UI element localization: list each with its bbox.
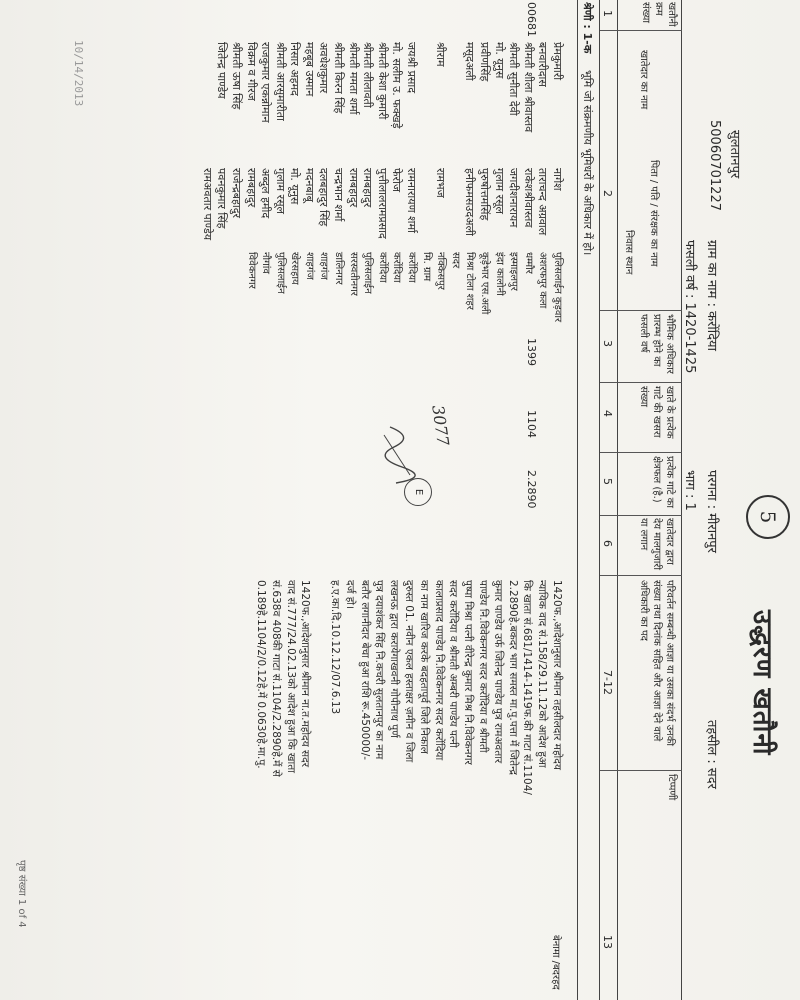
remark-line: 2.2890हे.बकदर भाग समस्त मा.पु.पत्ता में जितेन्द्र — [506, 580, 519, 775]
col-divider — [600, 575, 682, 576]
owner-name: मो. यूनुस — [492, 42, 506, 79]
address: सदर — [449, 252, 461, 269]
father-name: जगदीशनारायन — [507, 168, 521, 228]
address: करोंदिया — [406, 252, 418, 283]
father-name: ताराचन्द अग्रवाल — [536, 168, 550, 236]
owner-name: श्रीराम — [434, 42, 448, 67]
address: शाहगंज — [318, 252, 330, 280]
remark-line: वाद सं.777/24.02.13को आदेश हुआ कि खाता — [284, 580, 297, 773]
order-remarks — [253, 580, 564, 795]
page-circle-number: 5 — [746, 495, 790, 539]
col-heading-khatauni: खतौनी क्रम संख्या — [640, 2, 677, 27]
col-heading-revenue: खातेदार द्वारा देय मालगुजारी या लगान — [638, 518, 675, 570]
address-list — [243, 252, 564, 322]
address: पुलिसलाईन — [274, 252, 286, 294]
col-heading-address: निवास स्थान — [623, 230, 634, 275]
category-description: भूमि जो संक्रमणीय भूमिधरों के अधिकार में हो। — [581, 70, 594, 256]
owner-name: श्रीमती लीलावती — [361, 42, 375, 108]
father-name: राजेन्द्रबहादुर — [229, 168, 243, 219]
father-name-list — [199, 168, 564, 240]
col-number: 3 — [601, 340, 614, 347]
fasli-year: फसली वर्ष : 1420-1425 — [682, 240, 697, 374]
owner-name-list — [214, 42, 564, 132]
address: करोंदिया — [391, 252, 403, 283]
col-divider — [600, 30, 682, 31]
owner-name: श्रीमती ऊषा सिंह — [229, 42, 243, 110]
owner-name: श्रीमती ममता शर्मा — [346, 42, 360, 115]
part-number: भाग : 1 — [682, 470, 697, 511]
father-name: रामबहादुर — [244, 168, 258, 208]
owner-name: श्रीमती सुनीता देवी — [507, 42, 521, 116]
remark-line: कुमार पाण्डेय उर्फ जितेन्द्र पाण्डेय पुत्र रामअवतार — [491, 580, 504, 764]
owner-name — [447, 42, 462, 132]
col-heading-khasra: खाते के प्रत्येक गाटे की खसरा संख्या — [638, 386, 675, 439]
category-rule — [577, 0, 578, 1000]
owner-name: अवधेशकुमार — [317, 42, 331, 94]
remark-line: दर्ज हो। — [343, 580, 356, 609]
col-number: 4 — [601, 410, 614, 417]
col-heading-father: पिता / पति / संरक्षक का नाम — [648, 160, 659, 267]
father-name: हनीफमसउदअली — [463, 168, 477, 236]
father-name: फेरोज — [390, 168, 404, 192]
handwritten-number: 3077 — [428, 403, 453, 447]
owner-name: निसार अहमद — [288, 42, 302, 96]
address: अशरफपुर कला — [537, 252, 549, 309]
remark-line: 1420फ.,आदेशानुसार श्रीमान तहसीलदार महोदय — [551, 580, 563, 770]
remark-line: पाण्डेय नि.विवेकनगर सदर करोंदिया व श्रीमती — [477, 580, 490, 753]
remark-line: सदर करोंदिया व श्रीमती अम्बरी पाण्डेय पत्नी — [447, 580, 460, 748]
remark-line: सं.638व 408की गाटा सं.1104/2.2890हे.में से — [269, 580, 282, 777]
address: मिश्रा टोला शहर — [464, 252, 476, 310]
father-name: पुरुषोत्तमसिंह — [478, 168, 492, 221]
remark-line: कालाप्रसाद पाण्डेय नि.विवेकनगर सदर करोंदिया — [432, 580, 445, 761]
area-value: 2.2890 — [525, 470, 538, 509]
father-name: राकेशश्रीवास्तव — [521, 168, 535, 228]
address: इंदा कालोनी — [493, 252, 505, 296]
table-top-rule — [681, 0, 682, 1000]
address: मि. ग्राम — [420, 252, 432, 282]
document-title: उद्धरण खतौनी — [747, 610, 777, 756]
category-label: श्रेणी : 1-क — [581, 2, 594, 54]
owner-name: विक्रम व गीरज — [244, 42, 258, 101]
scan-date: 10/14/2013 — [72, 40, 85, 107]
col-divider — [600, 310, 682, 311]
address: सरस्वतीनगर — [347, 252, 359, 296]
owner-name: प्रेमकुमारी — [551, 42, 564, 81]
col-number: 13 — [601, 935, 614, 949]
remark-line: कि खाता सं.681/1414-1419फ.की गाटा सं.1104/ — [521, 580, 534, 795]
col-number: 7-12 — [601, 670, 614, 695]
father-name: पवनकुमार सिंह — [215, 168, 229, 229]
col-divider — [600, 382, 682, 383]
col-heading-remarks: टिप्पणी — [666, 774, 677, 801]
col-number: 2 — [601, 190, 614, 197]
district-name: सुलतानपुर — [727, 130, 742, 179]
remark-line: दुरुस्त 01. नवीन एकल हस्ताक्षर ज़मीन व जिला — [403, 580, 416, 763]
owner-name: मसूदअली — [463, 42, 477, 81]
owner-name: राजकुमार एकन्नोमान — [259, 42, 273, 123]
remark-line — [312, 580, 327, 770]
col-divider — [600, 515, 682, 516]
tippani-value: बेनामा /बदरहद — [550, 935, 561, 990]
tehsil-name: तहसील : सदर — [704, 720, 719, 789]
remark-line: पुष्पा मिश्रा पत्नी वीरेन्द्र कुमार मिश्र नि.विवेकनगर — [462, 580, 475, 765]
address: शाहगंज — [303, 252, 315, 280]
owner-name: प्रवीणसिंह — [478, 42, 492, 82]
father-name: रामअवतार पाण्डेय — [200, 168, 214, 241]
owner-name: श्रीमती केशा कुमारी — [375, 42, 389, 120]
village-code: 50060701227 — [707, 120, 722, 211]
address: करोंदिया — [376, 252, 388, 283]
father-name: रामबहादुर — [346, 168, 360, 208]
col-number: 5 — [601, 478, 614, 485]
owner-name: श्रीमती शीला श्रीवास्तव — [521, 42, 535, 133]
remark-line: पुत्र दयाशंकर सिंह नि.कचरी सुलतानपुर का नाम — [373, 580, 386, 760]
address: नक्किसपुर — [435, 252, 447, 290]
remark-line: लखनऊ द्वारा करायेगाखवनी गोपीनाथ पुर्ण — [388, 580, 401, 738]
father-name: गुलाम रसूल — [492, 168, 506, 214]
owner-name: बनवारीदास — [536, 42, 550, 87]
remark-line: का नाम खारिज करके बदहतापूर्व जिले निकाल — [417, 580, 430, 754]
col-number: 6 — [601, 540, 614, 547]
village-name: ग्राम का नाम : करोंदिया — [704, 240, 719, 351]
owner-name: जितेन्द्र पाण्डेय — [215, 42, 229, 99]
owner-name: श्रीमती आरसुमारीता — [273, 42, 287, 121]
khata-number: 00681 — [525, 2, 538, 37]
address: पुलिसलाईन कुड़वार — [552, 252, 563, 323]
table-header-rule — [617, 0, 618, 1000]
father-name: मदनबाबू — [302, 168, 316, 202]
col-divider — [600, 452, 682, 453]
col-number: 1 — [601, 10, 614, 17]
circle-annotation: E — [404, 478, 432, 506]
father-name: पुत्तीलालरामप्रसाद — [375, 168, 389, 239]
father-name: गुलाम रसूल — [273, 168, 287, 214]
pargana-name: परगना : मीरानपुर — [704, 470, 719, 553]
address: कूड़ेभार एस.अली — [479, 252, 491, 315]
father-name: नागेश — [551, 168, 564, 191]
signature-scribble — [380, 425, 420, 485]
col-heading-name: खातेदार का नाम — [638, 50, 649, 110]
father-name: रामबहादुर — [361, 168, 375, 208]
col-divider — [600, 770, 682, 771]
owner-name: श्रीमती किरन सिंह — [332, 42, 346, 114]
address: नौगांव — [260, 252, 272, 274]
owner-name: जयश्री प्रसाद — [405, 42, 419, 94]
address: धम्मौर — [522, 252, 534, 274]
owner-name: महबूब उस्मान — [302, 42, 316, 97]
col-heading-area: प्रत्येक गाटे का क्षेत्रफल (है.) — [651, 456, 675, 508]
remark-line: 1420फ.,आदेशानुसार श्रीमान ना.त.महोदय सदर — [299, 580, 312, 768]
remark-line: 0.189हे.1104/2/0.12हे.में 0.0630हे.मा.पु. — [255, 580, 268, 769]
owner-name — [418, 42, 433, 132]
address: इस्माइलपुर — [508, 252, 520, 291]
fasli-start-value: 1399 — [525, 338, 538, 366]
address: पुलिसलाईन — [362, 252, 374, 294]
remark-line: बतौर लगानीदार बेचा हुआ राशि रू.450000/- — [358, 580, 371, 761]
father-name: अब्दुल हमीद — [259, 168, 273, 219]
address: विवेकनगर — [245, 252, 257, 289]
page-count: पृष्ठ संख्या 1 of 4 — [16, 860, 27, 928]
col-heading-fasli-start: भौमिक अधिकार प्रारम्भ होने का फसली वर्ष — [638, 314, 675, 374]
remark-line: ह.ए.का.दि.10.12.12/07.6.13 — [329, 580, 342, 715]
father-name — [418, 168, 433, 240]
table-number-rule — [599, 0, 600, 1000]
father-name: चन्द्रभान शर्मा — [332, 168, 346, 222]
father-name: रामनारायण शर्मा — [405, 168, 419, 233]
father-name — [447, 168, 462, 240]
father-name: दलबहादुर सिंह — [317, 168, 331, 227]
address: डालिनगर — [333, 252, 345, 285]
remark-line: न्यायिक वाद सं.158/29.11.12को आदेश हुआ — [536, 580, 549, 768]
col-heading-orders: परिवर्तन सम्बन्धी आज्ञा या उसका संदर्भ उनकी संख्या तथा दिनांक सहित और आज्ञा देने वाले अधिकारी का पद — [638, 580, 675, 746]
owner-name: मो. सलीम उ. फक्खड़े — [390, 42, 404, 129]
address: खेरसहाय — [289, 252, 301, 285]
khasra-value: 1104 — [525, 410, 538, 438]
father-name: रामभज — [434, 168, 448, 198]
father-name: मो. यूनुस — [288, 168, 302, 205]
